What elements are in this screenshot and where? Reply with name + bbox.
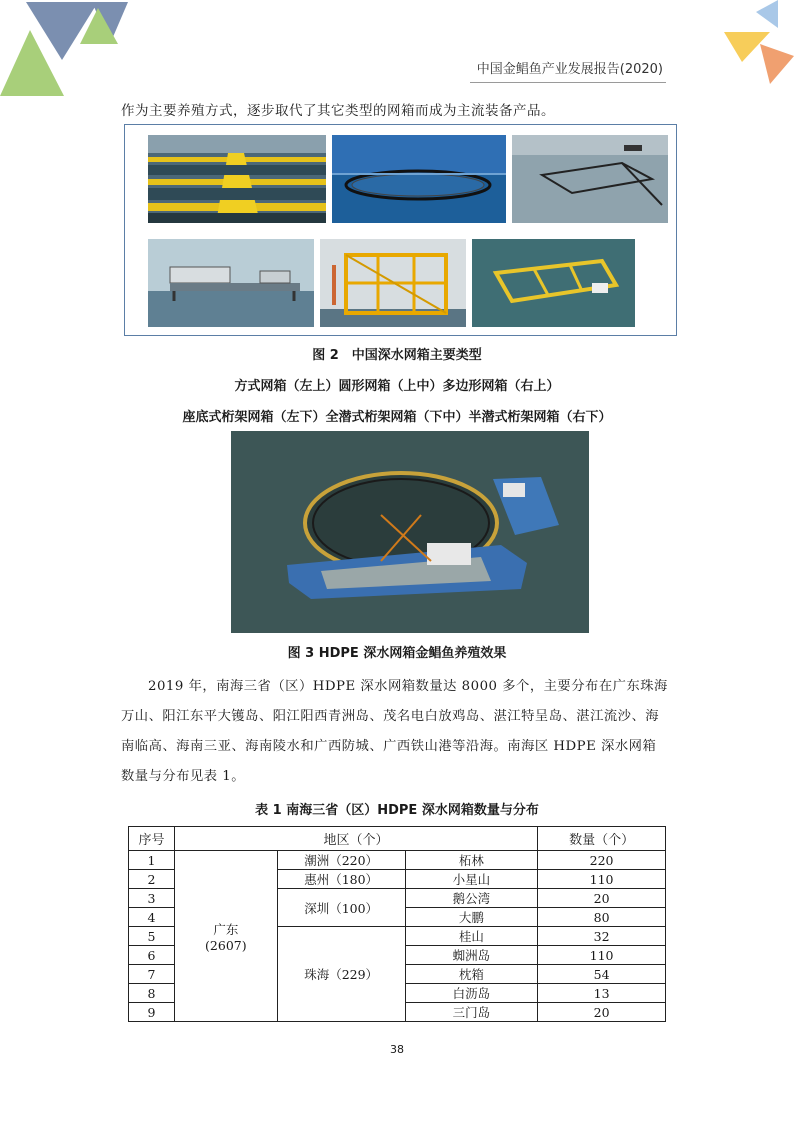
table-row — [129, 851, 666, 870]
col-header-region: 地区（个） — [174, 827, 537, 851]
header-decoration-left — [0, 0, 160, 100]
header-rule — [470, 82, 666, 83]
row-site: 大鹏 — [405, 908, 538, 927]
city-zhuhai: 珠海（229） — [277, 927, 405, 1022]
row-no: 1 — [129, 851, 175, 870]
header-decoration-right — [716, 0, 794, 90]
photo-square-cage — [148, 135, 326, 223]
photo-circular-cage — [332, 135, 506, 223]
photo-polygon-cage — [512, 135, 668, 223]
col-header-no: 序号 — [129, 827, 175, 851]
row-count: 110 — [538, 946, 666, 965]
photo-semisubmersible-truss-cage — [472, 239, 635, 327]
row-no: 3 — [129, 889, 175, 908]
figure2-caption: 图 2 中国深水网箱主要类型 — [312, 348, 482, 363]
row-no: 9 — [129, 1003, 175, 1022]
col-header-count: 数量（个） — [538, 827, 666, 851]
row-no: 5 — [129, 927, 175, 946]
intro-line: 作为主要养殖方式，逐步取代了其它类型的网箱而成为主流装备产品。 — [121, 103, 555, 119]
photo-hdpe-cage-harvest — [231, 431, 589, 633]
row-site: 白沥岛 — [405, 984, 538, 1003]
row-site: 三门岛 — [405, 1003, 538, 1022]
row-site: 小星山 — [405, 870, 538, 889]
city-shenzhen: 深圳（100） — [277, 889, 405, 927]
row-site: 鹅公湾 — [405, 889, 538, 908]
row-count: 32 — [538, 927, 666, 946]
table1 — [128, 826, 666, 1022]
photo-submerged-truss-cage — [320, 239, 466, 327]
figure3-caption: 图 3 HDPE 深水网箱金鲳鱼养殖效果 — [287, 646, 507, 661]
row-count: 13 — [538, 984, 666, 1003]
table-header-row — [129, 827, 666, 851]
photo-seabed-truss-cage — [148, 239, 314, 327]
row-no: 4 — [129, 908, 175, 927]
city-chaozhou: 潮洲（220） — [277, 851, 405, 870]
table1-title: 表 1 南海三省（区）HDPE 深水网箱数量与分布 — [255, 803, 539, 818]
row-count: 20 — [538, 889, 666, 908]
row-count: 54 — [538, 965, 666, 984]
row-no: 6 — [129, 946, 175, 965]
figure2-subcaption-2: 座底式桁架网箱（左下）全潜式桁架网箱（下中）半潜式桁架网箱（右下） — [182, 410, 612, 425]
page-number: 38 — [390, 1043, 404, 1056]
row-count: 80 — [538, 908, 666, 927]
row-no: 7 — [129, 965, 175, 984]
row-site: 枕箱 — [405, 965, 538, 984]
row-count: 110 — [538, 870, 666, 889]
row-no: 2 — [129, 870, 175, 889]
distribution-paragraph: 2019 年，南海三省（区）HDPE 深水网箱数量达 8000 多个，主要分布在广东珠海万山、阳江东平大镬岛、阳江阳西青洲岛、茂名电白放鸡岛、湛江特呈岛、湛江流沙、海南临高、海南三亚、海南陵水和广西防城、广西铁山港等沿海。南海区 HDPE 深水网箱数量与分布见表 1。 — [121, 679, 668, 784]
row-site: 桂山 — [405, 927, 538, 946]
figure2-subcaption-1: 方式网箱（左上）圆形网箱（上中）多边形网箱（右上） — [234, 379, 560, 394]
province-cell — [174, 851, 277, 1022]
row-no: 8 — [129, 984, 175, 1003]
row-site: 柘林 — [405, 851, 538, 870]
header-title: 中国金鲳鱼产业发展报告(2020) — [476, 62, 663, 77]
row-site: 蜘洲岛 — [405, 946, 538, 965]
province-name: 广东 — [213, 921, 239, 937]
row-count: 20 — [538, 1003, 666, 1022]
province-total: (2607) — [205, 937, 247, 953]
row-count: 220 — [538, 851, 666, 870]
city-huizhou: 惠州（180） — [277, 870, 405, 889]
